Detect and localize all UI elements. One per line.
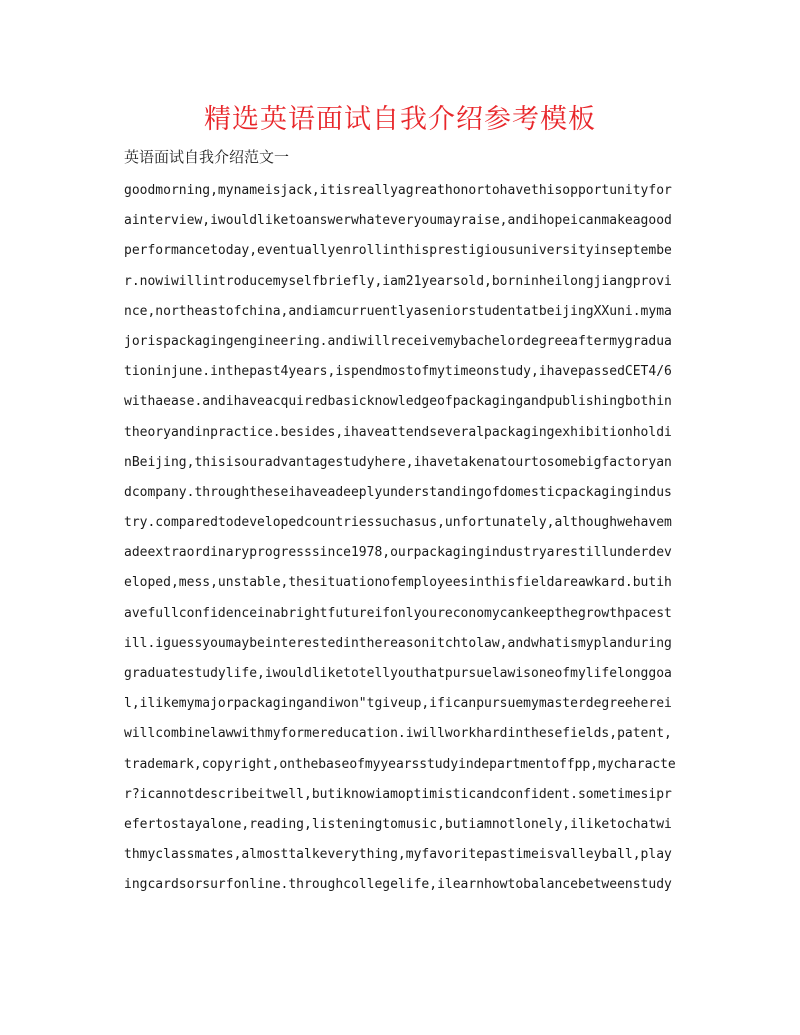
body-text-line: trademark,copyright,onthebaseofmyyearsstudyindepartmentoffpp,mycharacte	[124, 756, 676, 772]
body-text-line: ill.iguessyoumaybeinterestedinthereasonitchtolaw,andwhatismyplanduring	[124, 635, 672, 651]
body-text-line: l,ilikemymajorpackagingandiwon"tgiveup,ificanpursuemymasterdegreeherei	[124, 696, 672, 712]
body-text-line: nBeijing,thisisouradvantagestudyhere,ihavetakenatourtosomebigfactoryan	[124, 454, 672, 470]
document-subtitle: 英语面试自我介绍范文一	[124, 148, 290, 166]
body-text-line: dcompany.throughtheseihaveadeeplyunderstandingofdomesticpackagingindus	[124, 484, 672, 500]
body-text-line: theoryandinpractice.besides,ihaveattendseveralpackagingexhibitionholdi	[124, 424, 672, 440]
body-text-line: efertostayalone,reading,listeningtomusic,butiamnotlonely,iliketochatwi	[124, 816, 672, 832]
body-text-line: jorispackagingengineering.andiwillreceivemybachelordegreeaftermygradua	[124, 333, 672, 349]
body-text-line: withaease.andihaveacquiredbasicknowledgeofpackagingandpublishingbothin	[124, 394, 672, 410]
body-text-line: tioninjune.inthepast4years,ispendmostofmytimeonstudy,ihavepassedCET4/6	[124, 364, 672, 380]
body-text-line: eloped,mess,unstable,thesituationofemployeesinthisfieldareawkard.butih	[124, 575, 672, 591]
document-title: 精选英语面试自我介绍参考模板	[204, 104, 596, 135]
body-text-line: thmyclassmates,almosttalkeverything,myfavoritepastimeisvalleyball,play	[124, 847, 672, 863]
body-text-line: willcombinelawwithmyformereducation.iwillworkhardinthesefields,patent,	[124, 726, 672, 742]
body-text-line: r?icannotdescribeitwell,butiknowiamoptimisticandconfident.sometimesipr	[124, 786, 672, 802]
body-text-line: r.nowiwillintroducemyselfbriefly,iam21yearsold,borninheilongjiangprovi	[124, 273, 672, 289]
body-text-line: goodmorning,mynameisjack,itisreallyagreathonortohavethisopportunityfor	[124, 183, 672, 198]
document-body	[124, 176, 676, 901]
body-text-line: ingcardsorsurfonline.throughcollegelife,ilearnhowtobalancebetweenstudy	[124, 877, 672, 893]
body-text-line: try.comparedtodevelopedcountriessuchasus,unfortunately,althoughwehavem	[124, 515, 672, 531]
body-text-line: avefullconfidenceinabrightfutureifonlyoureconomycankeepthegrowthpacest	[124, 605, 672, 621]
body-text-line: nce,northeastofchina,andiamcurruentlyaseniorstudentatbeijingXXuni.myma	[124, 303, 672, 319]
body-text-line: ainterview,iwouldliketoanswerwhateveryoumayraise,andihopeicanmakeagood	[124, 213, 672, 229]
body-text-line: performancetoday,eventuallyenrollinthisprestigiousuniversityinseptembe	[124, 243, 672, 259]
body-text-line: graduatestudylife,iwouldliketotellyouthatpursuelawisoneofmylifelonggoa	[124, 666, 672, 681]
body-text-line: adeextraordinaryprogresssince1978,ourpackagingindustryarestillunderdev	[124, 545, 672, 561]
